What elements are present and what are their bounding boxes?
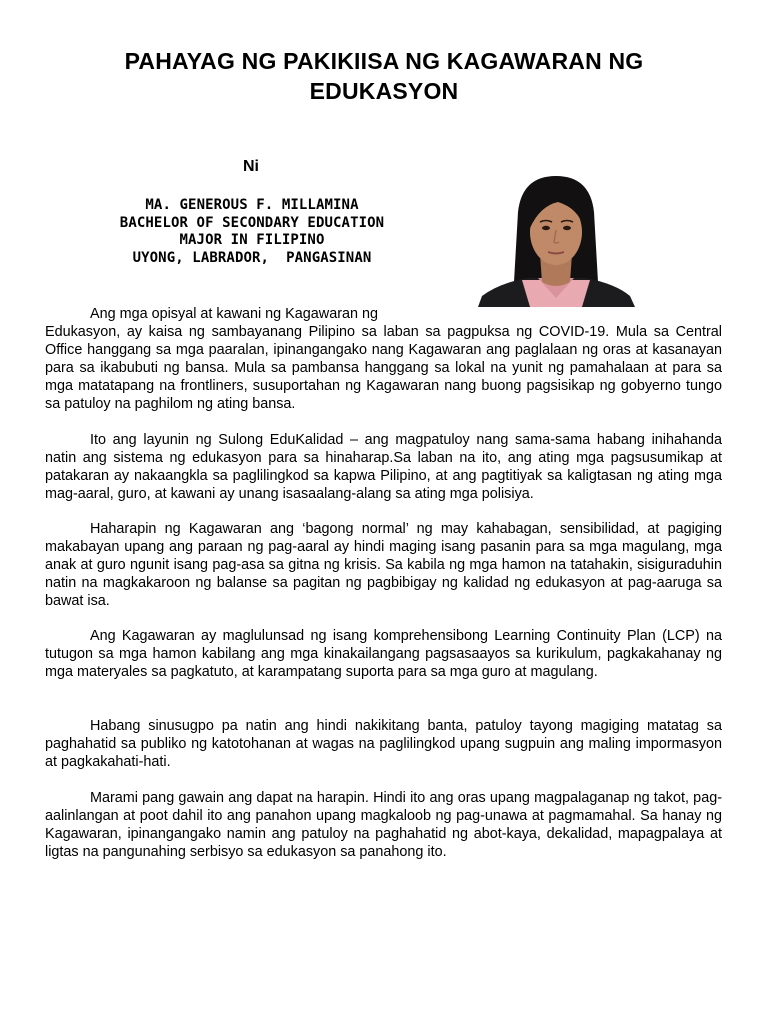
author-block — [78, 197, 426, 267]
author-name: MA. GENEROUS F. MILLAMINA — [145, 197, 359, 213]
author-major: MAJOR IN FILIPINO — [179, 232, 325, 248]
paragraph-5: Habang sinusugpo pa natin ang hindi nakikitang banta, patuloy tayong magiging matatag sa paghahatid sa publiko ng katotohanan at wagas na paglilingkod upang sugpuin ang maling impormasyon at pagkakahati-hati. — [45, 718, 722, 770]
author-photo — [478, 172, 635, 307]
author-portrait-image — [478, 172, 635, 307]
byline: Ni — [243, 158, 259, 175]
paragraph-1-first-line: Ang mga opisyal at kawani ng Kagawaran ng — [90, 306, 378, 322]
paragraph-3: Haharapin ng Kagawaran ang ‘bagong normal’ ng may kahabagan, sensibilidad, at pagiging makabayan upang ang paraan ng pag-aaral ay hindi maging isang pasanin para sa mga magulang, mga anak at guro ngunit isang pag-asa sa gitna ng krisis. Sa kabila ng mga hamon na tatahakin, sisiguraduhin natin na magkakaroon ng balanse sa pagitan ng pagbibigay ng kalidad ng edukasyon at pag-aaruga sa bawat isa. — [45, 521, 722, 609]
paragraph-6: Marami pang gawain ang dapat na harapin. Hindi ito ang oras upang magpalaganap ng takot, pag-aalinlangan at poot dahil ito ang panahon upang magkaloob ng pag-unawa at pagmamahal. Sa hanay ng Kagawaran, ipinangangako namin ang patuloy na paghahatid ng abot-kaya, dekalidad, mapagpalaya at ligtas na pangunahing serbisyo sa edukasyon sa panahong ito. — [45, 790, 722, 860]
paragraph-2: Ito ang layunin ng Sulong EduKalidad – ang magpatuloy nang sama-sama habang inihahanda natin ang sistema ng edukasyon para sa hinaharap.Sa laban na ito, ang ating mga pagsusumikap at patakaran ay nakaangkla sa paglilingkod sa kapwa Pilipino, at ang pagtitiyak sa kaligtasan ng ating mga mag-aaral, guro, at kawani ay unang isasaalang-alang sa ating mga polisiya. — [45, 432, 722, 502]
document-title: PAHAYAG NG PAKIKIISA NG KAGAWARAN NG EDUKASYON — [124, 48, 644, 104]
author-degree: BACHELOR OF SECONDARY EDUCATION — [119, 214, 385, 231]
paragraph-1-continuation: Edukasyon, ay kaisa ng sambayanang Pilipino sa laban sa pagpuksa ng COVID-19. Mula sa Central Office hanggang sa mga paaralan, ipinangangako nang Kagawaran ang paglalaan ng oras at kasanayan para sa ikabubuti ng bansa. Mula sa pambansa hanggang sa lokal na yunit ng pamahalaan at para sa mga matatapang na frontliners, susuportahan ng Kagawaran nang buong pagsisikap ng gobyerno tungo sa patuloy na paghilom ng ating bansa. — [45, 324, 722, 412]
author-location: UYONG, LABRADOR, PANGASINAN — [132, 249, 372, 266]
paragraph-4: Ang Kagawaran ay maglulunsad ng isang komprehensibong Learning Continuity Plan (LCP) na tutugon sa mga hamon kabilang ang mga kinakailangang pagsasaayos sa kurikulum, pagkakahanay ng mga materyales sa pagkatuto, at karampatang suporta para sa mga guro at magulang. — [45, 628, 722, 680]
